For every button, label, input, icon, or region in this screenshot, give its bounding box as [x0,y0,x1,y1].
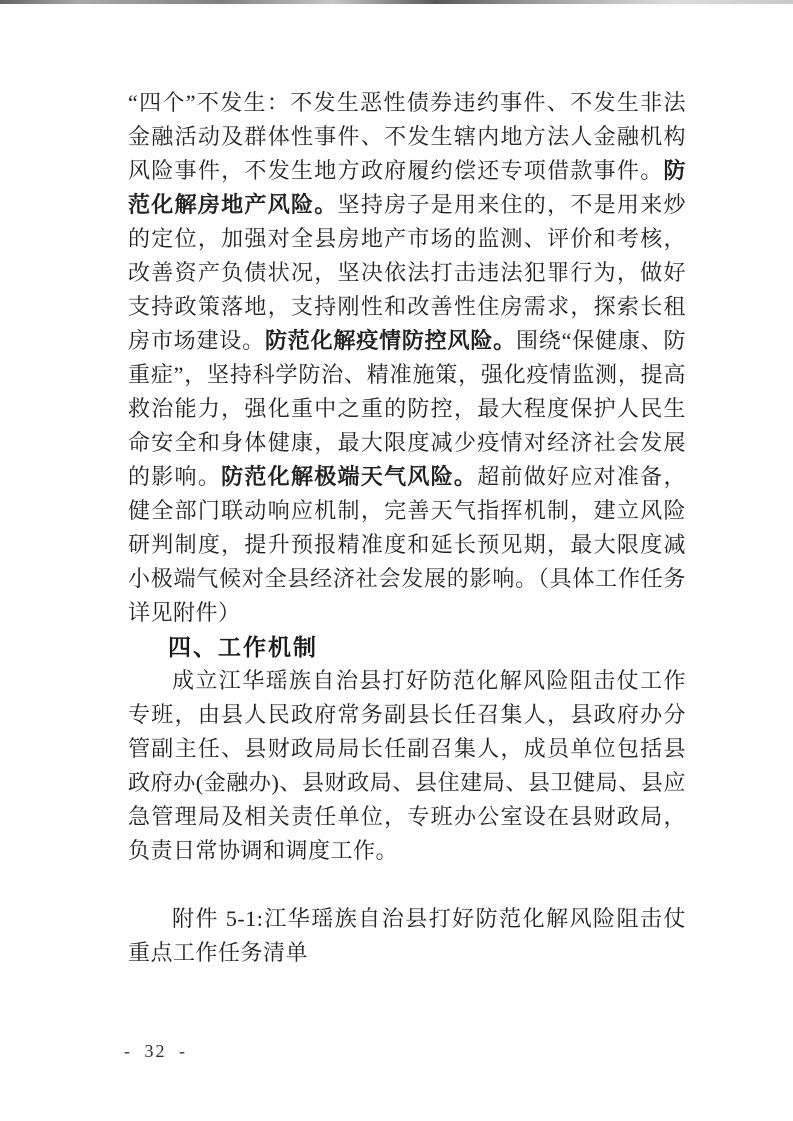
text-run: “四个”不发生：不发生恶性债券违约事件、不发生非法金融活动及群体性事件、不发生辖内地方法人金融机构风险事件，不发生地方政府履约偿还专项借款事件。 [128,90,686,183]
scan-artifact-top-edge [0,0,793,4]
text-run: 超前做好应对准备，健全部门联动响应机制，完善天气指挥机制，建立风险研判制度，提升预报精准度和延长预见期，最大限度减小极端气候对全县经济社会发展的影响。（具体工作任务详见附件） [128,464,686,625]
paragraph-risk-prevention [128,86,686,630]
page-footer [124,1040,187,1062]
text-run: 坚持房子是用来住的，不是用来炒的定位，加强对全县房地产市场的监测、评价和考核，改善资产负债状况，坚决依法打击违法犯罪行为，做好支持政策落地，支持刚性和改善性住房需求，探索长租房市场建设。 [128,192,686,353]
paragraph-attachment-note: 附件 5-1:江华瑶族自治县打好防范化解风险阻击仗重点工作任务清单 [128,906,686,965]
section-heading-work-mechanism: 四、工作机制 [168,634,318,660]
document-body [128,86,686,970]
text-run: 围绕“保健康、防重症”，坚持科学防治、精准施策，强化疫情监测，提高救治能力，强化重中之重的防控，最大程度保护人民生命安全和身体健康，最大限度减少疫情对经济社会发展的影响。 [128,328,686,489]
paragraph-work-mechanism: 成立江华瑶族自治县打好防范化解风险阻击仗工作专班，由县人民政府常务副县长任召集人，县政府办分管副主任、县财政局局长任副召集人，成员单位包括县政府办(金融办)、县财政局、县住建局、县卫健局、县应急管理局及相关责任单位，专班办公室设在县财政局，负责日常协调和调度工作。 [128,668,686,863]
bold-emphasis-phrase: 防范化解极端天气风险。 [221,464,478,489]
bold-emphasis-phrase: 防范化解疫情防控风险。 [264,328,516,353]
page-number: - 32 - [124,1041,187,1061]
bold-emphasis-phrase: 防范化解房地产风险。 [128,158,686,217]
